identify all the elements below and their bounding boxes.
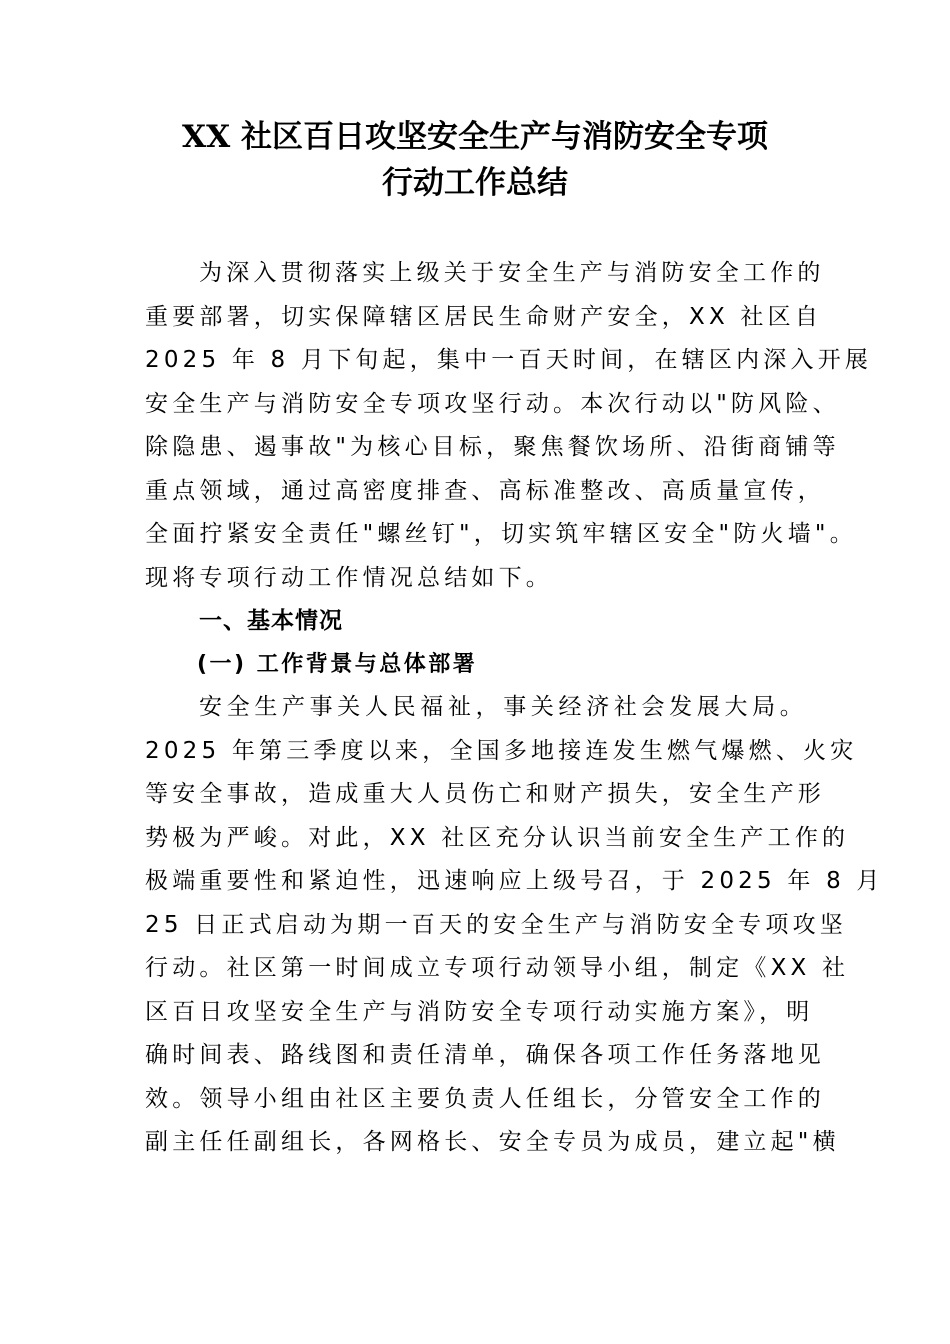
text-line: 效。领导小组由社区主要负责人任组长，分管安全工作的: [145, 1085, 825, 1112]
text-line: 行动。社区第一时间成立专项行动领导小组，制定《XX 社: [145, 955, 850, 981]
text-line: 全面拧紧安全责任"螺丝钉"，切实筑牢辖区安全"防火墙"。: [145, 521, 857, 547]
text-line: 确时间表、路线图和责任清单，确保各项工作任务落地见: [145, 1042, 825, 1068]
text-line: 为深入贯彻落实上级关于安全生产与消防安全工作的: [199, 260, 825, 286]
text-line: 重要部署，切实保障辖区居民生命财产安全，XX 社区自: [145, 303, 823, 330]
text-line: 势极为严峻。对此，XX 社区充分认识当前安全生产工作的: [145, 824, 850, 851]
text-line: 2025 年第三季度以来，全国多地接连发生燃气爆燃、火灾: [145, 737, 858, 764]
document-title: [140, 114, 810, 206]
background-paragraph: [145, 686, 884, 1165]
text-line: 2025 年 8 月下旬起，集中一百天时间，在辖区内深入开展: [145, 347, 873, 373]
title-line-1: XX 社区百日攻坚安全生产与消防安全专项: [182, 119, 768, 155]
text-line: 现将专项行动工作情况总结如下。: [145, 564, 553, 591]
section-heading-basic-situation: 一、基本情况: [199, 608, 343, 634]
text-line: 安全生产事关人民福祉，事关经济社会发展大局。: [199, 694, 807, 720]
title-line-2: 行动工作总结: [382, 165, 568, 201]
intro-paragraph: [145, 252, 873, 600]
text-line: 安全生产与消防安全专项攻坚行动。本次行动以"防风险、: [145, 390, 840, 417]
text-line: 重点领域，通过高密度排查、高标准整改、高质量宣传，: [145, 477, 825, 504]
text-line: 除隐患、遏事故"为核心目标，聚焦餐饮场所、沿街商铺等: [145, 434, 840, 460]
text-line: 等安全事故，造成重大人员伤亡和财产损失，安全生产形: [145, 781, 825, 807]
text-line: 副主任任副组长，各网格长、安全专员为成员，建立起"横: [145, 1129, 840, 1155]
text-line: 区百日攻坚安全生产与消防安全专项行动实施方案》，明: [145, 998, 814, 1025]
text-line: 极端重要性和紧迫性，迅速响应上级号召，于 2025 年 8 月: [145, 868, 884, 894]
document-body: [145, 252, 884, 1165]
subsection-heading-background: (一) 工作背景与总体部署: [197, 652, 478, 677]
text-line: 25 日正式启动为期一百天的安全生产与消防安全专项攻坚: [145, 911, 847, 938]
